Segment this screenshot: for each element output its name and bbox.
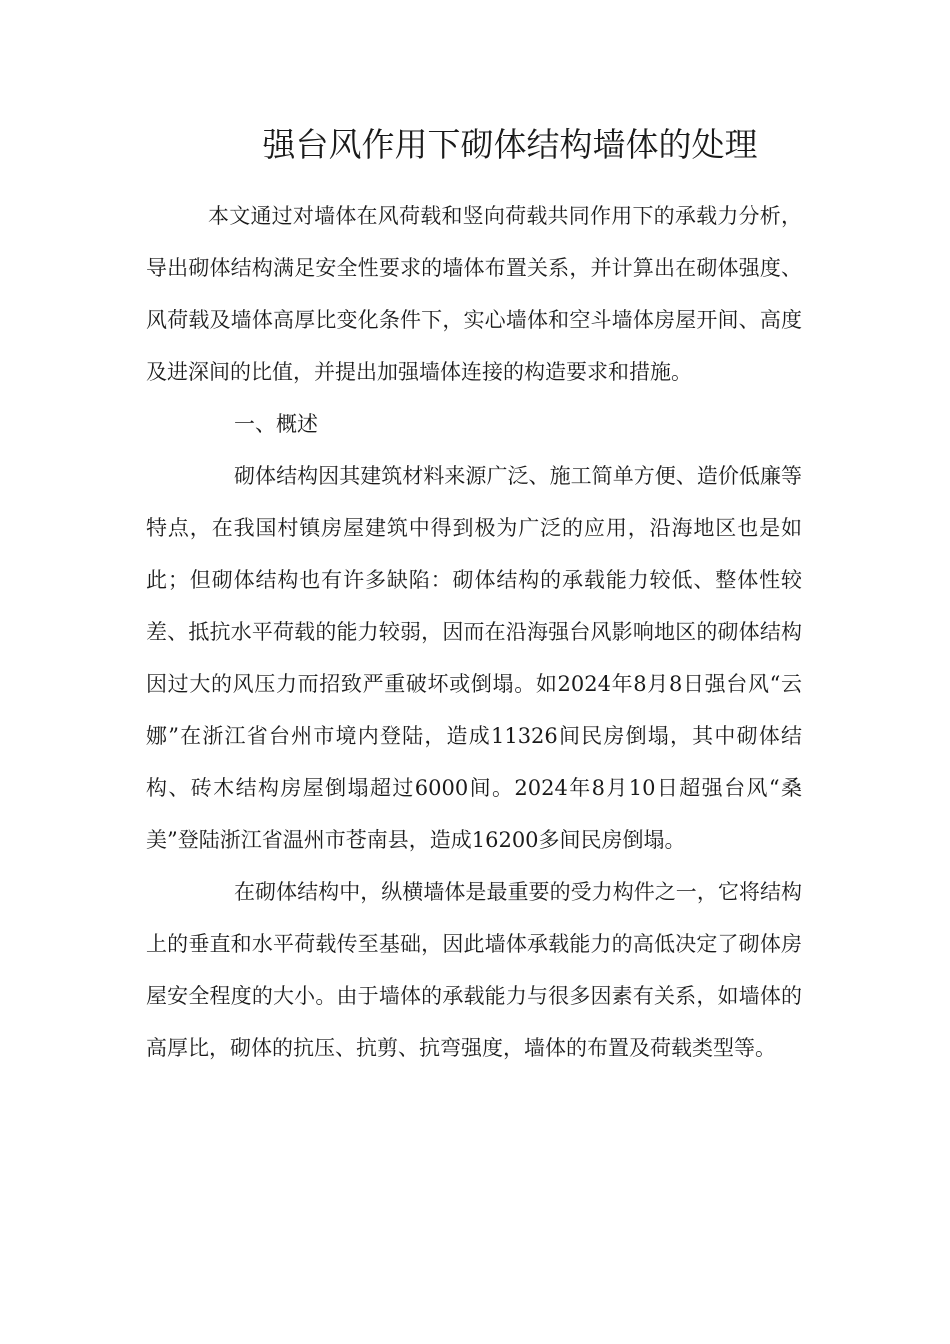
body-paragraph-1: 砌体结构因其建筑材料来源广泛、施工简单方便、造价低廉等特点，在我国村镇房屋建筑中得到极为广泛的应用，沿海地区也是如此；但砌体结构也有许多缺陷：砌体结构的承载能力较低、整体性较差、抵抗水平荷载的能力较弱，因而在沿海强台风影响地区的砌体结构因过大的风压力而招致严重破坏或倒塌。如2024年8月8日强台风“云娜”在浙江省台州市境内登陆，造成11326间民房倒塌，其中砌体结构、砖木结构房屋倒塌超过6000间。2024年8月10日超强台风“桑美”登陆浙江省温州市苍南县，造成16200多间民房倒塌。 bbox=[146, 464, 802, 852]
body-paragraph-2: 在砌体结构中，纵横墙体是最重要的受力构件之一，它将结构上的垂直和水平荷载传至基础，因此墙体承载能力的高低决定了砌体房屋安全程度的大小。由于墙体的承载能力与很多因素有关系，如墙体的高厚比，砌体的抗压、抗剪、抗弯强度，墙体的布置及荷载类型等。 bbox=[146, 880, 802, 1060]
document-body bbox=[146, 190, 802, 1074]
section-heading: 一、概述 bbox=[234, 412, 318, 436]
document-title: 强台风作用下砌体结构墙体的处理 bbox=[262, 125, 758, 164]
abstract-paragraph: 本文通过对墙体在风荷载和竖向荷载共同作用下的承载力分析，导出砌体结构满足安全性要求的墙体布置关系，并计算出在砌体强度、风荷载及墙体高厚比变化条件下，实心墙体和空斗墙体房屋开间、高度及进深间的比值，并提出加强墙体连接的构造要求和措施。 bbox=[146, 204, 802, 384]
